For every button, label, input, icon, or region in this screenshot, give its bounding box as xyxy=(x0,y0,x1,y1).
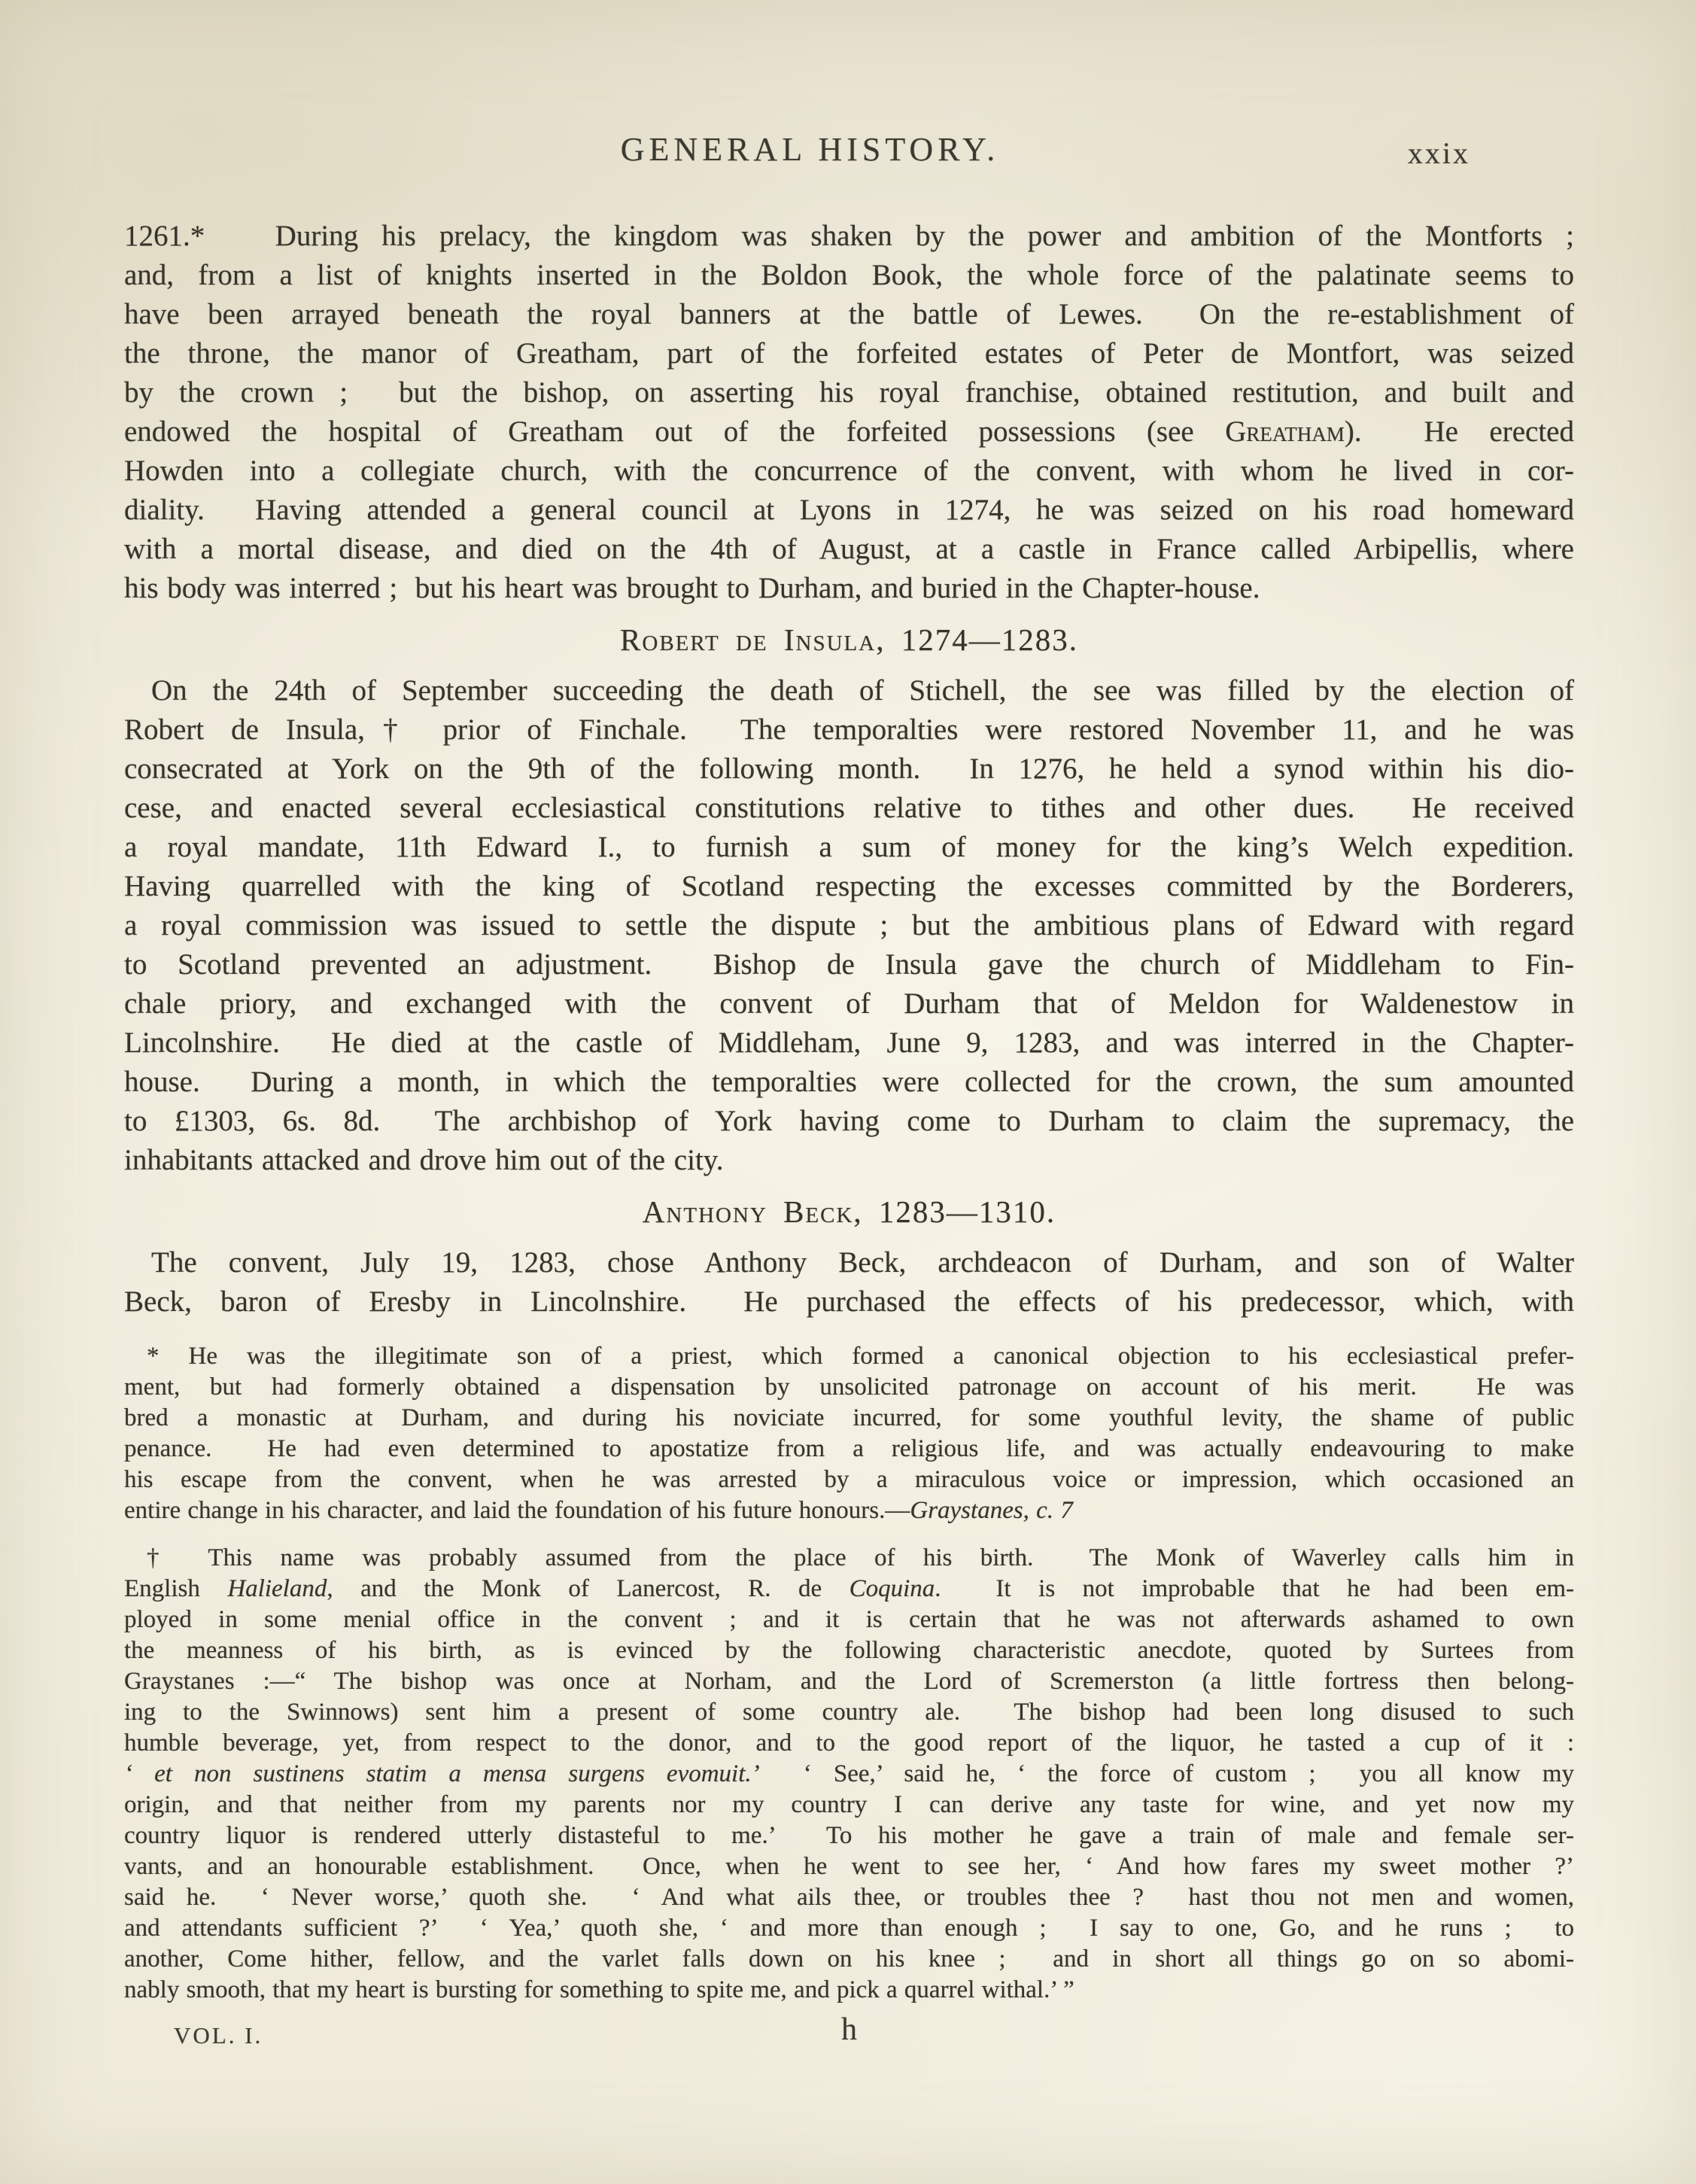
text-line: have been arrayed beneath the royal banners at the battle of Lewes. On the re-establishment of xyxy=(124,298,1574,330)
page-number: xxix xyxy=(1407,136,1470,170)
text-line xyxy=(124,620,1574,659)
italic-text: Graystanes, c. 7 xyxy=(910,1497,1073,1524)
text-line: cese, and enacted several ecclesiastical constitutions relative to tithes and other dues. He received xyxy=(124,792,1574,824)
text-line: another, Come hither, fellow, and the varlet falls down on his knee ; and in short all things go on so abomi- xyxy=(124,1945,1574,1973)
volume-label: VOL. I. xyxy=(174,2022,263,2049)
text-line: 1261.* During his prelacy, the kingdom was shaken by the power and ambition of the Montforts ; xyxy=(124,220,1574,252)
text-line: consecrated at York on the 9th of the following month. In 1276, he held a synod within his dio- xyxy=(124,753,1574,785)
text-line: said he. ‘ Never worse,’ quoth she. ‘ And what ails thee, or troubles thee ? hast thou not men and women, xyxy=(124,1884,1574,1911)
page-footer xyxy=(124,2012,1574,2060)
text-line: ment, but had formerly obtained a dispensation by unsolicited patronage on account of his merit. He was xyxy=(124,1373,1574,1401)
text-line: Robert de Insula,† prior of Finchale. The temporalties were restored November 11, and he was xyxy=(124,713,1574,746)
text-line: † This name was probably assumed from the place of his birth. The Monk of Waverley calls him in xyxy=(147,1544,1574,1571)
text-line: endowed the hospital of Greatham out of the forfeited possessions (see Greatham). He erected xyxy=(124,415,1574,448)
small-caps-text: Greatham xyxy=(1225,415,1345,448)
text-line: ing to the Swinnows) sent him a present of some country ale. The bishop had been long disused to such xyxy=(124,1699,1574,1726)
text-line: humble beverage, yet, from respect to the donor, and to the good report of the liquor, he tasted a cup of it : xyxy=(124,1729,1574,1757)
text-line: to £1303, 6s. 8d. The archbishop of York having come to Durham to claim the supremacy, the xyxy=(124,1105,1574,1137)
small-caps-text: Anthony Beck, 1283—1310. xyxy=(642,1194,1056,1229)
text-line: country liquor is rendered utterly distasteful to me.’ To his mother he gave a train of male and female ser- xyxy=(124,1822,1574,1849)
page-title: GENERAL HISTORY. xyxy=(620,131,1000,168)
text-line: Graystanes :—“ The bishop was once at Norham, and the Lord of Scremerston (a little fortress then belong- xyxy=(124,1668,1574,1695)
text-line: Lincolnshire. He died at the castle of Middleham, June 9, 1283, and was interred in the Chapter- xyxy=(124,1027,1574,1059)
text-line: a royal commission was issued to settle the dispute ; but the ambitious plans of Edward with regard xyxy=(124,909,1574,941)
small-caps-text: Robert de Insula, 1274—1283. xyxy=(620,622,1078,657)
text-line xyxy=(124,1192,1574,1231)
text-line: the throne, the manor of Greatham, part of the forfeited estates of Peter de Montfort, was seized xyxy=(124,337,1574,370)
text-line: by the crown ; but the bishop, on asserting his royal franchise, obtained restitution, and built and xyxy=(124,376,1574,409)
text-line: inhabitants attacked and drove him out of the city. xyxy=(124,1144,724,1176)
text-line: penance. He had even determined to apostatize from a religious life, and was actually endeavouring to make xyxy=(124,1435,1574,1462)
signature-mark: h xyxy=(841,2012,857,2047)
text-line: house. During a month, in which the temporalties were collected for the crown, the sum amounted xyxy=(124,1066,1574,1098)
paragraph-anthony-beck xyxy=(124,1243,1574,1322)
text-line: to Scotland prevented an adjustment. Bishop de Insula gave the church of Middleham to Fin- xyxy=(124,948,1574,981)
text-line: ployed in some menial office in the convent ; and it is certain that he was not afterwards ashamed to own xyxy=(124,1606,1574,1633)
text-line: his escape from the convent, when he was arrested by a miraculous voice or impression, which occasioned an xyxy=(124,1466,1574,1493)
heading-anthony-beck xyxy=(124,1192,1574,1231)
text-line: Having quarrelled with the king of Scotland respecting the excesses committed by the Borderers, xyxy=(124,870,1574,902)
text-line: bred a monastic at Durham, and during his noviciate incurred, for some youthful levity, the shame of public xyxy=(124,1404,1574,1431)
text-line: On the 24th of September succeeding the death of Stichell, the see was filled by the election of xyxy=(151,674,1574,707)
footnote-asterisk xyxy=(124,1341,1574,1526)
page-content xyxy=(124,0,1574,2060)
text-line: vants, and an honourable establishment. Once, when he went to see her, ‘ And how fares my sweet mother ?’ xyxy=(124,1853,1574,1880)
italic-text: Halieland xyxy=(227,1575,327,1602)
text-line: English Halieland, and the Monk of Lanercost, R. de Coquina. It is not improbable that he had been em- xyxy=(124,1575,1574,1602)
text-line: entire change in his character, and laid the foundation of his future honours.—Graystanes, c. 7 xyxy=(124,1497,1073,1524)
text-line: and, from a list of knights inserted in the Boldon Book, the whole force of the palatinate seems to xyxy=(124,259,1574,291)
footnote-dagger xyxy=(124,1543,1574,2006)
text-line: nably smooth, that my heart is bursting for something to spite me, and pick a quarrel withal.’ ” xyxy=(124,1976,1074,2003)
page-header xyxy=(124,129,1574,170)
italic-text: Coquina xyxy=(849,1575,935,1602)
paragraph-1261 xyxy=(124,217,1574,608)
text-line: his body was interred ; but his heart was brought to Durham, and buried in the Chapter-house. xyxy=(124,572,1260,604)
text-line: The convent, July 19, 1283, chose Anthony Beck, archdeacon of Durham, and son of Walter xyxy=(151,1246,1574,1279)
text-line: and attendants sufficient ?’ ‘ Yea,’ quoth she, ‘ and more than enough ; I say to one, Go, and he runs ; to xyxy=(124,1915,1574,1942)
italic-text: ‘ et non sustinens statim a mensa surgens evomuit.’ xyxy=(124,1760,760,1787)
text-line: Howden into a collegiate church, with the concurrence of the convent, with whom he lived in cor- xyxy=(124,455,1574,487)
text-line: Beck, baron of Eresby in Lincolnshire. He purchased the effects of his predecessor, which, with xyxy=(124,1285,1574,1318)
text-line: a royal mandate, 11th Edward I., to furnish a sum of money for the king’s Welch expedition. xyxy=(124,831,1574,863)
text-body xyxy=(124,217,1574,2006)
text-line: * He was the illegitimate son of a priest, which formed a canonical objection to his ecclesiastical prefer- xyxy=(147,1343,1574,1370)
text-line: the meanness of his birth, as is evinced by the following characteristic anecdote, quoted by Surtees from xyxy=(124,1637,1574,1664)
text-line: with a mortal disease, and died on the 4th of August, at a castle in France called Arbipellis, where xyxy=(124,533,1574,565)
heading-robert-de-insula xyxy=(124,620,1574,659)
text-line: origin, and that neither from my parents nor my country I can derive any taste for wine, and yet now my xyxy=(124,1791,1574,1818)
paragraph-robert-de-insula xyxy=(124,671,1574,1180)
text-line: chale priory, and exchanged with the convent of Durham that of Meldon for Waldenestow in xyxy=(124,987,1574,1020)
text-line: ‘ et non sustinens statim a mensa surgens evomuit.’ ‘ See,’ said he, ‘ the force of custom ; you all know my xyxy=(124,1760,1574,1787)
text-line: diality. Having attended a general council at Lyons in 1274, he was seized on his road homeward xyxy=(124,494,1574,526)
